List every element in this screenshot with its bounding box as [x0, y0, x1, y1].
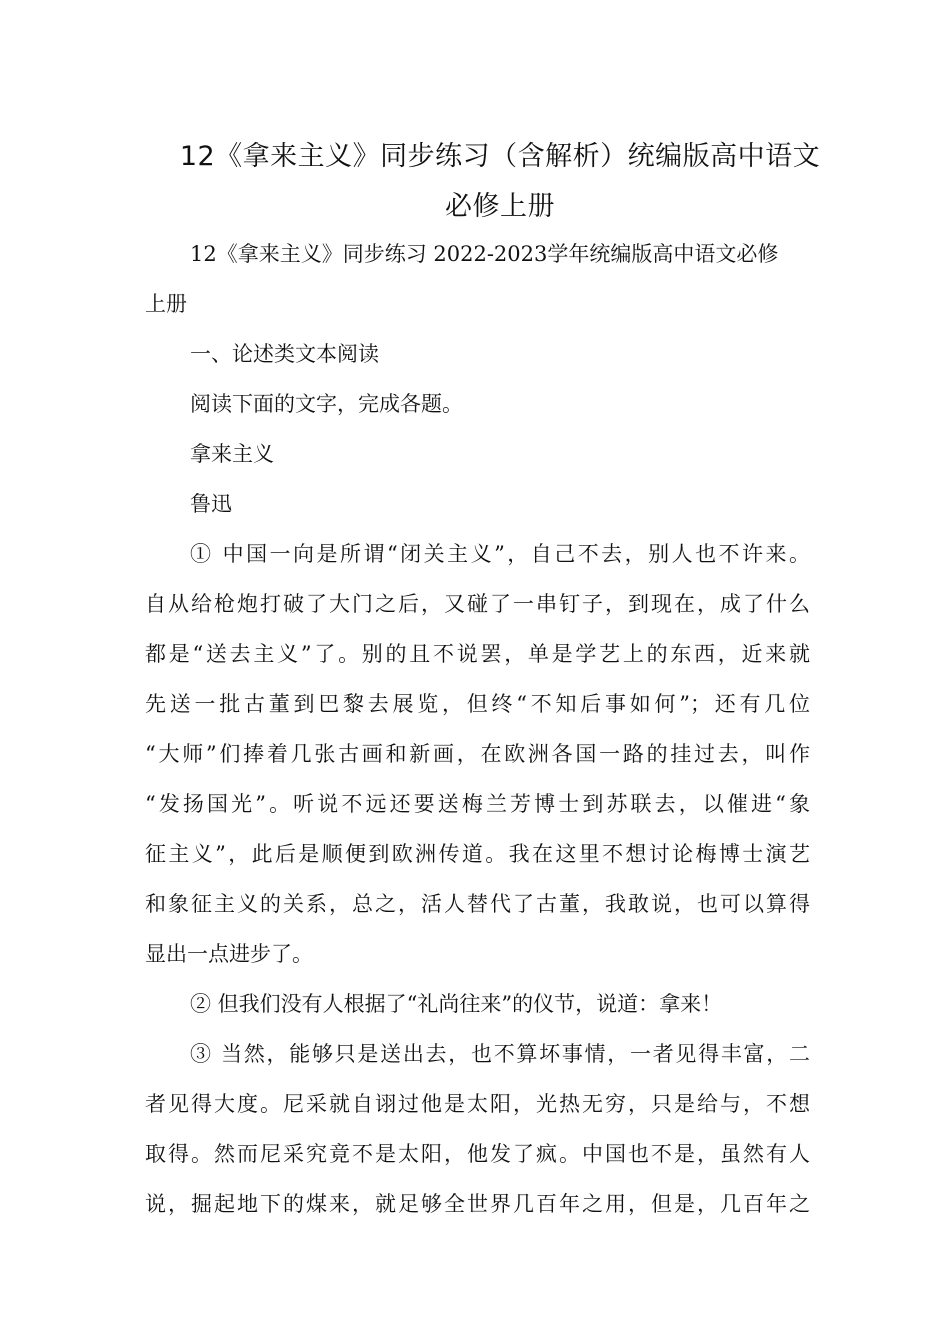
- paragraph-line: ② 但我们没有人根据了“礼尚往来”的仪节，说道：拿来！: [190, 992, 723, 1016]
- article-title: 拿来主义: [190, 442, 274, 466]
- paragraph-line: ① 中国一向是所谓“闭关主义”，自己不去，别人也不许来。: [190, 542, 810, 566]
- section-heading: 一、论述类文本阅读: [190, 342, 379, 366]
- document-title-line-2: 必修上册: [445, 191, 555, 222]
- subtitle-line-2: 上册: [145, 292, 187, 316]
- instruction-text: 阅读下面的文字，完成各题。: [190, 392, 463, 416]
- paragraph-line: 都是“送去主义”了。别的且不说罢，单是学艺上的东西，近来就: [145, 642, 810, 666]
- paragraph-line: 和象征主义的关系，总之，活人替代了古董，我敢说，也可以算得: [145, 892, 810, 916]
- paragraph-line: 显出一点进步了。: [145, 942, 313, 966]
- subtitle-line-1: 12《拿来主义》同步练习 2022-2023学年统编版高中语文必修: [190, 242, 779, 266]
- paragraph-line: 取得。然而尼采究竟不是太阳，他发了疯。中国也不是，虽然有人: [145, 1142, 810, 1166]
- paragraph-line: 自从给枪炮打破了大门之后，又碰了一串钉子，到现在，成了什么: [145, 592, 810, 616]
- paragraph-line: ③ 当然，能够只是送出去，也不算坏事情，一者见得丰富，二: [190, 1042, 810, 1066]
- document-title-line-1: 12《拿来主义》同步练习（含解析）统编版高中语文: [179, 141, 821, 172]
- paragraph-line: “发扬国光”。听说不远还要送梅兰芳博士到苏联去，以催进“象: [145, 792, 810, 816]
- paragraph-line: 先送一批古董到巴黎去展览，但终“不知后事如何”；还有几位: [145, 692, 810, 716]
- article-author: 鲁迅: [190, 492, 232, 516]
- paragraph-line: “大师”们捧着几张古画和新画，在欧洲各国一路的挂过去，叫作: [145, 742, 810, 766]
- paragraph-line: 者见得大度。尼采就自诩过他是太阳，光热无穷，只是给与，不想: [145, 1092, 810, 1116]
- paragraph-line: 说，掘起地下的煤来，就足够全世界几百年之用，但是，几百年之: [145, 1192, 810, 1216]
- paragraph-line: 征主义”，此后是顺便到欧洲传道。我在这里不想讨论梅博士演艺: [145, 842, 810, 866]
